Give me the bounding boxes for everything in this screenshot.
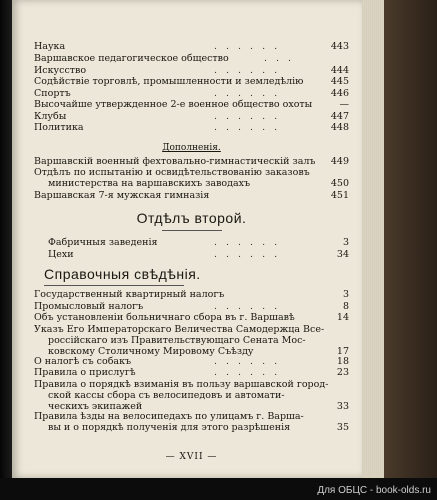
divider [44, 285, 184, 286]
leader-dots: ...... [214, 356, 287, 367]
leader-dots: ...... [214, 301, 287, 312]
divider [162, 230, 222, 231]
leader-dots: ...... [214, 65, 287, 76]
leader-dots: ...... [214, 111, 287, 122]
additions-heading: Дополненія. [162, 143, 221, 153]
book-cover [384, 0, 437, 478]
leader-dots: ... [264, 53, 301, 64]
leader-dots: ...... [214, 41, 287, 52]
watermark: Для ОБЦС - book-olds.ru [317, 485, 431, 496]
book-spine-shadow [0, 0, 12, 500]
reference-heading: Справочныя свѣдѣнія. [44, 266, 201, 282]
leader-dots: ...... [214, 367, 287, 378]
leader-dots: ...... [214, 122, 287, 133]
section-two-heading: Отдѣлъ второй. [136, 210, 247, 226]
leader-dots: ...... [214, 237, 287, 248]
bottom-strip [0, 478, 437, 500]
page-edges [362, 0, 384, 478]
page-content: Наука ...... 443 Варшавское педагогическое общество ... Искусство ...... 444 Содѣйствіе торговлѣ, промышленности и земледѣлію 445 Спортъ ...... 446 Высочайше утвержденное 2-е военное общество охоты — Клубы ...... 447 Политика ...... 448 Дополненія. Варшавскій военный фехтовально-гимнастическій залъ 449 Отдѣлъ по испытанію и освидѣтельствованію заказовъ министерства на варшавскихъ заводахъ 450 Варшавская 7-я мужская гимназія 451 Отдѣлъ второй. Фабричныя заведенія ...... 3 Цехи ...... 34 Справочныя свѣдѣнія. Государственный квартирный налогъ 3 Промысловый налогъ ...... 8 Объ установленіи больничнаго сбора въ г. Варшавѣ 14 Указъ Его Императорскаго Величества Самодержца Все- россійскаго изъ Правительствующаго Сената Мос- ковскому Столичному Мировому Съѣзду 17 О налогѣ съ собакъ ...... 18 Правила о прислугѣ ...... 23 Правила о порядкѣ взиманія въ пользу варшавской город- ской кассы сбора съ велосипедовъ и автомати- ческихъ экипажей 33 Правила ѣзды на велосипедахъ по улицамъ г. Варша- вы и о порядкѣ полученія для этого разрѣшенія 35 — XVII — [34, 41, 349, 462]
book-page [12, 0, 362, 478]
leader-dots: ...... [214, 249, 287, 260]
leader-dots: ...... [214, 88, 287, 99]
page-number: — XVII — [165, 452, 218, 462]
